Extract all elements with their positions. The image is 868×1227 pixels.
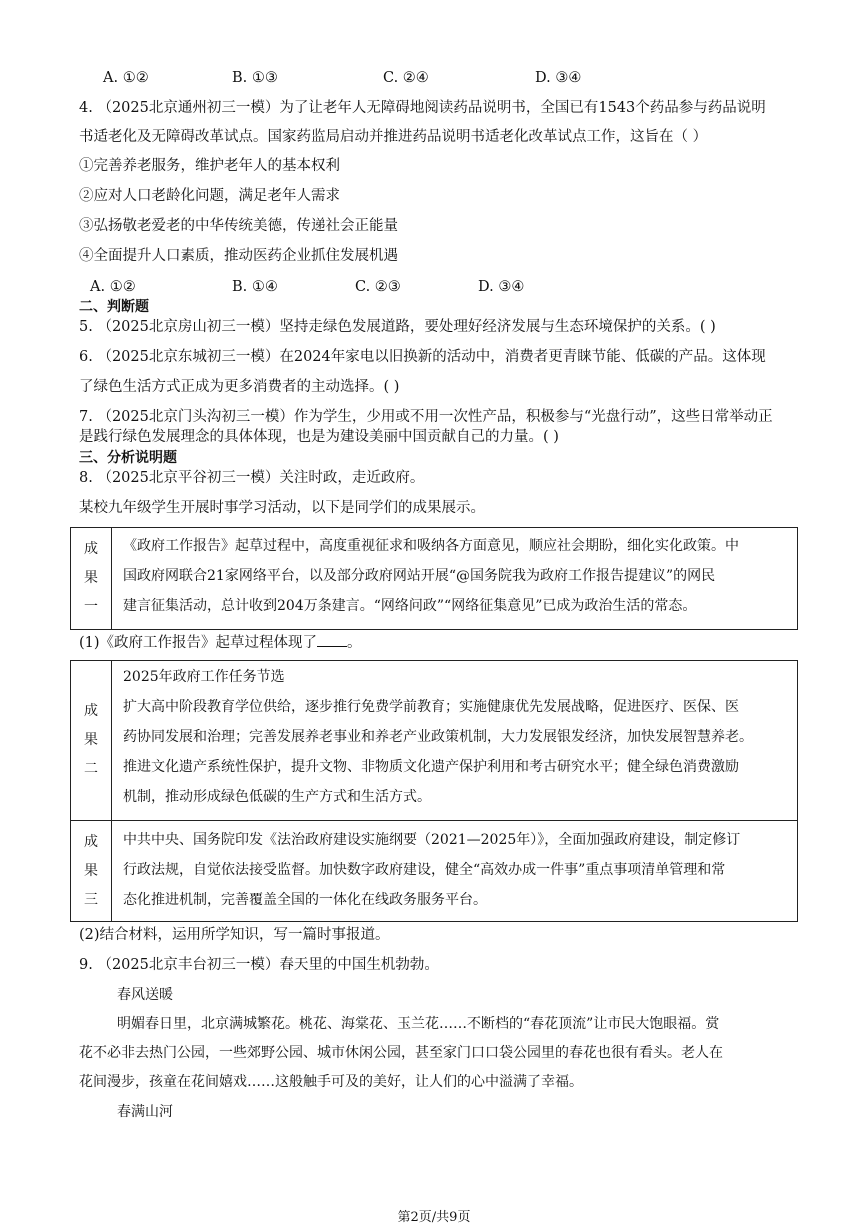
q7-line2: 是践行绿色发展理念的具体体现，也是为建设美丽中国贡献自己的力量。( ) xyxy=(79,429,559,445)
q6-line2: 了绿色生活方式正成为更多消费者的主动选择。( ) xyxy=(79,379,400,395)
result-table-1 xyxy=(70,527,798,630)
q7-line1: 7. （2025北京门头沟初三一模）作为学生，少用或不用一次性产品，积极参与“光盘行动”，这些日常举动正 xyxy=(79,409,773,425)
result-3-line: 行政法规，自觉依法接受监督。加快数字政府建设，健全“高效办成一件事”重点事项清单管理和常 xyxy=(123,862,726,878)
result-table-3 xyxy=(70,820,798,922)
result-3-line: 态化推进机制，完善覆盖全国的一体化在线政务服务平台。 xyxy=(123,892,487,908)
result-3-line: 中共中央、国务院印发《法治政府建设实施纲要（2021—2025年）》，全面加强政府建设，制定修订 xyxy=(123,832,741,848)
q4-option-b: B. ①④ xyxy=(232,279,278,295)
q3-option-d: D. ③④ xyxy=(535,70,582,86)
q8-intro: 某校九年级学生开展时事学习活动，以下是同学们的成果展示。 xyxy=(79,500,485,516)
q3-option-c: C. ②④ xyxy=(383,70,429,86)
result-table-2 xyxy=(70,660,798,821)
label-char: 成 xyxy=(84,833,98,850)
result-2-line: 机制，推动形成绿色低碳的生产方式和生活方式。 xyxy=(123,789,431,805)
q9-para-line1: 明媚春日里，北京满城繁花。桃花、海棠花、玉兰花……不断档的“春花顶流”让市民大饱眼福。赏 xyxy=(117,1016,720,1032)
result-3-label xyxy=(71,821,112,921)
result-1-line: 国政府网联合21家网络平台，以及部分政府网站开展“@国务院我为政府工作报告提建议”的网民 xyxy=(123,568,716,584)
label-char: 果 xyxy=(84,862,98,879)
result-3-text xyxy=(123,825,789,915)
label-char: 成 xyxy=(84,703,98,719)
result-1-line: 建言征集活动，总计收到204万条建言。“网络问政”“网络征集意见”已成为政治生活的常态。 xyxy=(123,598,697,614)
result-2-line: 扩大高中阶段教育学位供给，逐步推行免费学前教育；实施健康优先发展战略，促进医疗、医保、医 xyxy=(123,699,739,715)
page-number: 第2页/共9页 xyxy=(397,1210,471,1225)
q8-subquestion-1 xyxy=(79,633,362,653)
q5-text: 5. （2025北京房山初三一模）坚持走绿色发展道路，要处理好经济发展与生态环境保护的关系。( ) xyxy=(79,319,716,335)
subquestion-1-end: 。 xyxy=(347,635,362,651)
q8-stem: 8. （2025北京平谷初三一模）关注时政，走近政府。 xyxy=(79,470,425,486)
q9-para-line3: 花间漫步，孩童在花间嬉戏……这般触手可及的美好，让人们的心中溢满了幸福。 xyxy=(79,1074,583,1090)
q4-item-2: ②应对人口老龄化问题，满足老年人需求 xyxy=(79,188,340,204)
result-1-line: 《政府工作报告》起草过程中，高度重视征求和吸纳各方面意见，顺应社会期盼，细化实化政策。中 xyxy=(123,538,739,554)
subquestion-1-text: (1)《政府工作报告》起草过程体现了 xyxy=(79,635,318,651)
q9-heading-1: 春风送暖 xyxy=(117,987,173,1003)
q4-option-d: D. ③④ xyxy=(478,279,525,295)
q4-item-4: ④全面提升人口素质，推动医药企业抓住发展机遇 xyxy=(79,248,398,264)
q4-item-1: ①完善养老服务，维护老年人的基本权利 xyxy=(79,158,340,174)
label-char: 三 xyxy=(84,891,98,908)
q4-stem-line2: 书适老化及无障碍改革试点。国家药监局启动并推进药品说明书适老化改革试点工作，这旨在（ ） xyxy=(79,129,708,145)
q4-stem-line1: 4. （2025北京通州初三一模）为了让老年人无障碍地阅读药品说明书，全国已有1543个药品参与药品说明 xyxy=(79,100,766,116)
q3-option-b: B. ①③ xyxy=(232,70,278,86)
answer-blank[interactable] xyxy=(317,634,347,647)
result-2-text xyxy=(123,662,789,812)
label-char: 果 xyxy=(84,570,98,586)
q4-option-c: C. ②③ xyxy=(355,279,401,295)
label-char: 一 xyxy=(84,599,98,615)
q8-subquestion-2: (2)结合材料，运用所学知识，写一篇时事报道。 xyxy=(79,927,390,943)
section-heading-judgment: 二、判断题 xyxy=(79,299,149,315)
q4-option-a: A. ①② xyxy=(90,279,136,295)
q4-item-3: ③弘扬敬老爱老的中华传统美德，传递社会正能量 xyxy=(79,218,398,234)
q9-para-line2: 花不必非去热门公园，一些郊野公园、城市休闲公园，甚至家门口口袋公园里的春花也很有看头。老人在 xyxy=(79,1045,723,1061)
q9-heading-2: 春满山河 xyxy=(117,1104,173,1120)
label-char: 成 xyxy=(84,541,98,557)
label-char: 果 xyxy=(84,732,98,748)
result-2-line: 2025年政府工作任务节选 xyxy=(123,669,285,685)
result-2-line: 推进文化遗产系统性保护，提升文物、非物质文化遗产保护利用和考古研究水平；健全绿色消费激励 xyxy=(123,759,739,775)
q3-option-a: A. ①② xyxy=(103,70,149,86)
q6-line1: 6. （2025北京东城初三一模）在2024年家电以旧换新的活动中，消费者更青睐节能、低碳的产品。这体现 xyxy=(79,349,766,365)
q9-stem: 9. （2025北京丰台初三一模）春天里的中国生机勃勃。 xyxy=(79,957,439,973)
result-2-line: 药协同发展和治理；完善发展养老事业和养老产业政策机制，大力发展银发经济，加快发展智慧养老。 xyxy=(123,729,753,745)
result-1-label xyxy=(71,528,112,629)
result-1-text xyxy=(123,531,789,621)
label-char: 二 xyxy=(84,761,98,777)
section-heading-analysis: 三、分析说明题 xyxy=(79,450,177,466)
result-2-label xyxy=(71,661,112,820)
